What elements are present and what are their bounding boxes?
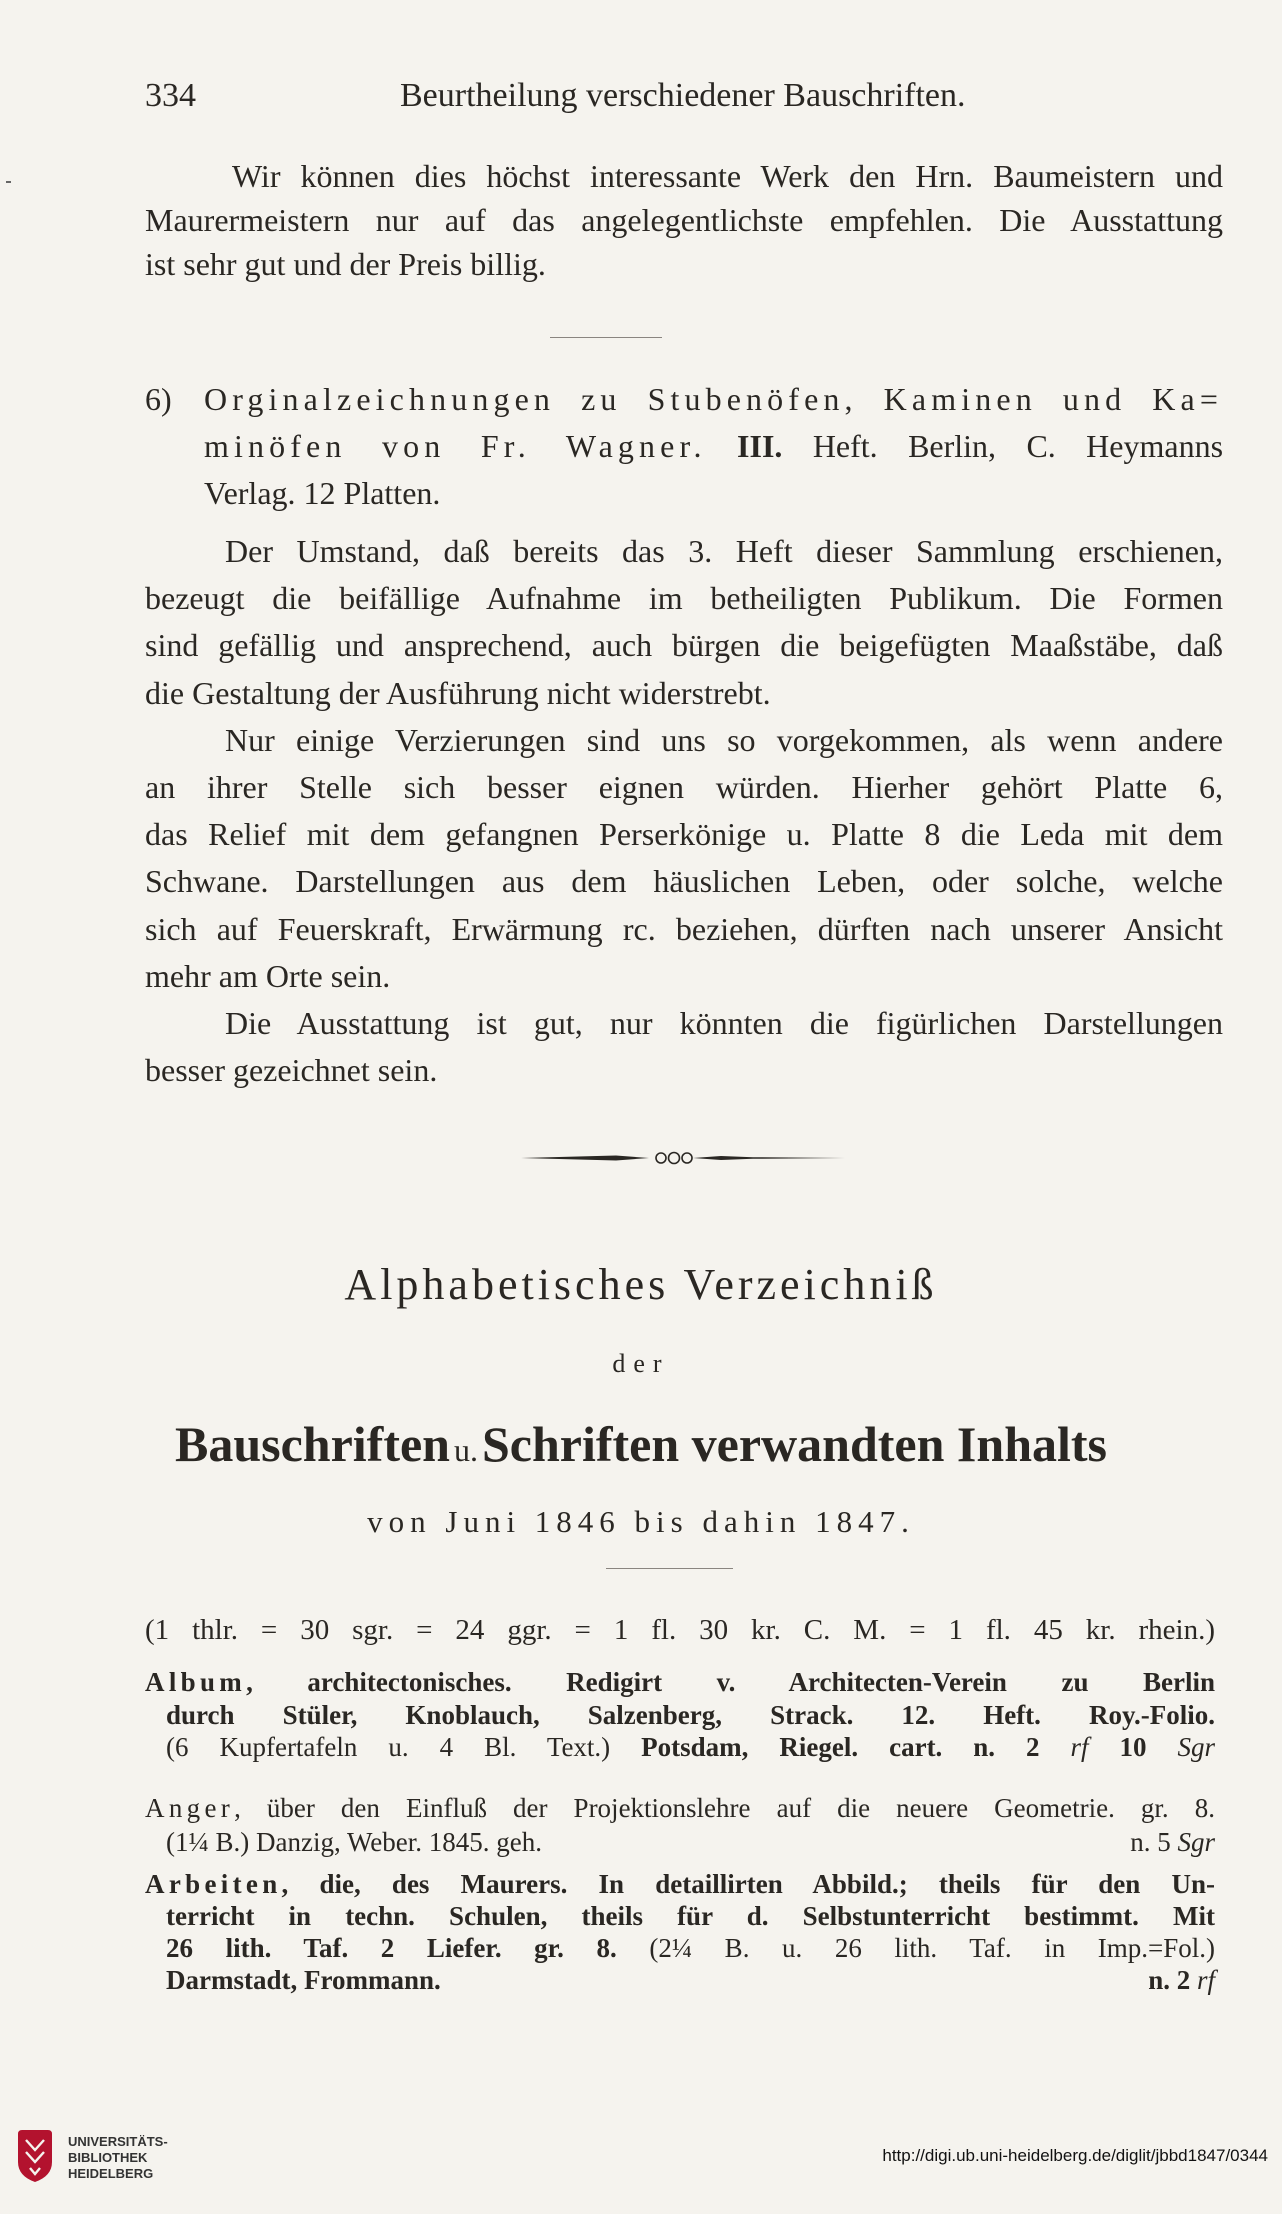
ornament-knot-ring — [682, 1153, 692, 1163]
index-subtitle — [0, 1412, 1282, 1476]
library-name-line: BIBLIOTHEK — [68, 2150, 148, 2165]
ornament-knot-ring — [669, 1153, 680, 1164]
entry-line — [166, 1825, 1215, 1859]
entry-text: 26 lith. Taf. 2 Liefer. gr. 8. — [166, 1933, 617, 1963]
entry-price-group — [1148, 1964, 1215, 1996]
text-line: Maurermeistern nur auf das angelegentlichste empfehlen. Die Ausstattung — [145, 202, 1223, 238]
text-line: Die Ausstattung ist gut, nur könnten die figürlichen Darstellungen — [225, 1005, 1223, 1042]
volume-number: III. — [737, 428, 783, 464]
text-line: sind gefällig und ansprechend, auch bürgen die beigefügten Maaßstäbe, daß — [145, 627, 1223, 664]
text-line: bezeugt die beifällige Aufnahme im betheiligten Publikum. Die Formen — [145, 580, 1223, 617]
source-url: http://digi.ub.uni-heidelberg.de/diglit/jbbd1847/0344 — [882, 2146, 1268, 2165]
entry-headword: Arbeiten — [145, 1869, 282, 1899]
entry-line — [166, 1964, 1215, 1996]
item-title-line — [204, 423, 1223, 470]
entry-publisher: Darmstadt, Frommann. — [166, 1965, 441, 1995]
margin-mark — [6, 181, 11, 183]
library-name-line: HEIDELBERG — [68, 2166, 154, 2181]
running-title: Beurtheilung verschiedener Bauschriften. — [400, 77, 966, 114]
index-entry-arbeiten — [145, 1868, 1215, 1996]
entry-text: , architectonisches. Redigirt v. Architecten-Verein zu Berlin — [246, 1667, 1215, 1697]
text-line: Schwane. Darstellungen aus dem häuslichen Leben, oder solche, welche — [145, 863, 1223, 900]
currency-note: (1 thlr. = 30 sgr. = 24 ggr. = 1 fl. 30 kr. C. M. = 1 fl. 45 kr. rhein.) — [145, 1614, 1215, 1646]
entry-text: , die, des Maurers. In detaillirten Abbild.; theils für den Un- — [281, 1869, 1215, 1899]
entry-headword: Album — [145, 1667, 247, 1697]
subtitle-conjunction: u. — [453, 1432, 478, 1468]
item-title-line — [204, 376, 1223, 423]
entry-note: (6 Kupfertafeln u. 4 Bl. Text.) — [166, 1732, 611, 1762]
review-item-6 — [145, 376, 1223, 517]
entry-line — [145, 1791, 1215, 1825]
entry-line — [166, 1932, 1215, 1964]
groschen-symbol: Sgr — [1177, 1827, 1215, 1857]
section-divider — [550, 337, 662, 338]
entry-price-group — [1130, 1825, 1215, 1859]
text-line: an ihrer Stelle sich besser eignen würden. Hierher gehört Platte 6, — [145, 769, 1223, 806]
index-entry-album — [145, 1666, 1215, 1764]
entry-price: 10 — [1119, 1732, 1147, 1762]
text-line: das Relief mit dem gefangnen Perserkönige u. Platte 8 die Leda mit dem — [145, 816, 1223, 853]
index-connector: der — [612, 1349, 670, 1378]
entry-publisher: Potsdam, Riegel. cart. n. 2 — [641, 1732, 1040, 1762]
text-line: sich auf Feuerskraft, Erwärmung rc. beziehen, dürften nach unserer Ansicht — [145, 910, 1223, 947]
item-title-spaced: Orginalzeichnungen zu Stubenöfen, Kaminen und Ka= — [204, 381, 1223, 417]
index-title: Alphabetisches Verzeichniß — [344, 1260, 938, 1309]
library-name-line: UNIVERSITÄTS- — [68, 2134, 168, 2149]
entry-note: (2¼ B. u. 26 lith. Taf. in Imp.=Fol.) — [649, 1933, 1215, 1963]
text-line: besser gezeichnet sein. — [145, 1052, 438, 1089]
item-title-line — [204, 470, 1223, 517]
ornament-right-taper — [693, 1156, 845, 1160]
index-entry-anger — [145, 1791, 1215, 1859]
review-discussion — [145, 528, 1223, 1094]
ornament-divider — [521, 1146, 845, 1170]
ornament-knot-ring — [656, 1153, 666, 1163]
library-logo-icon — [14, 2128, 56, 2184]
subtitle-part: Bauschriften — [174, 1416, 450, 1472]
text-line: Wir können dies höchst interessante Werk den Hrn. Baumeistern und — [232, 158, 1223, 194]
thaler-symbol: rf — [1196, 1965, 1215, 1995]
entry-line — [145, 1868, 1215, 1900]
thaler-symbol: rf — [1070, 1732, 1089, 1762]
section-divider — [606, 1568, 733, 1569]
groschen-symbol: Sgr — [1177, 1732, 1215, 1762]
entry-headword: Anger — [145, 1793, 235, 1823]
text-line: die Gestaltung der Ausführung nicht widerstrebt. — [145, 674, 771, 711]
text-line: Der Umstand, daß bereits das 3. Heft dieser Sammlung erschienen, — [225, 533, 1223, 569]
item-number: 6) — [145, 381, 172, 417]
entry-price: n. 5 — [1130, 1827, 1171, 1857]
publisher-text: Heft. Berlin, C. Heymanns — [812, 428, 1223, 464]
entry-text: , über den Einfluß der Projektionslehre auf die neuere Geometrie. gr. 8. — [234, 1793, 1215, 1823]
index-period: von Juni 1846 bis dahin 1847. — [367, 1504, 915, 1539]
item-title-spaced: minöfen von Fr. Wagner. — [204, 428, 707, 464]
entry-line — [166, 1731, 1215, 1764]
entry-line — [145, 1666, 1215, 1699]
page-number: 334 — [145, 77, 196, 114]
text-line: mehr am Orte sein. — [145, 957, 391, 994]
running-head — [0, 72, 1282, 120]
subtitle-part: Schriften verwandten Inhalts — [481, 1416, 1108, 1472]
entry-line: durch Stüler, Knoblauch, Salzenberg, Strack. 12. Heft. Roy.-Folio. — [166, 1699, 1215, 1730]
ornament-left-swell — [521, 1156, 649, 1161]
entry-publisher: (1¼ B.) Danzig, Weber. 1845. geh. — [166, 1827, 542, 1857]
entry-line: terricht in techn. Schulen, theils für d. Selbstunterricht bestimmt. Mit — [166, 1901, 1215, 1931]
text-line: ist sehr gut und der Preis billig. — [145, 246, 546, 282]
text-line: Nur einige Verzierungen sind uns so vorgekommen, als wenn andere — [225, 721, 1223, 758]
publisher-text: Verlag. 12 Platten. — [204, 475, 441, 511]
entry-price: n. 2 — [1148, 1965, 1191, 1995]
library-name — [68, 2134, 168, 2182]
review-conclusion-paragraph — [145, 154, 1223, 286]
